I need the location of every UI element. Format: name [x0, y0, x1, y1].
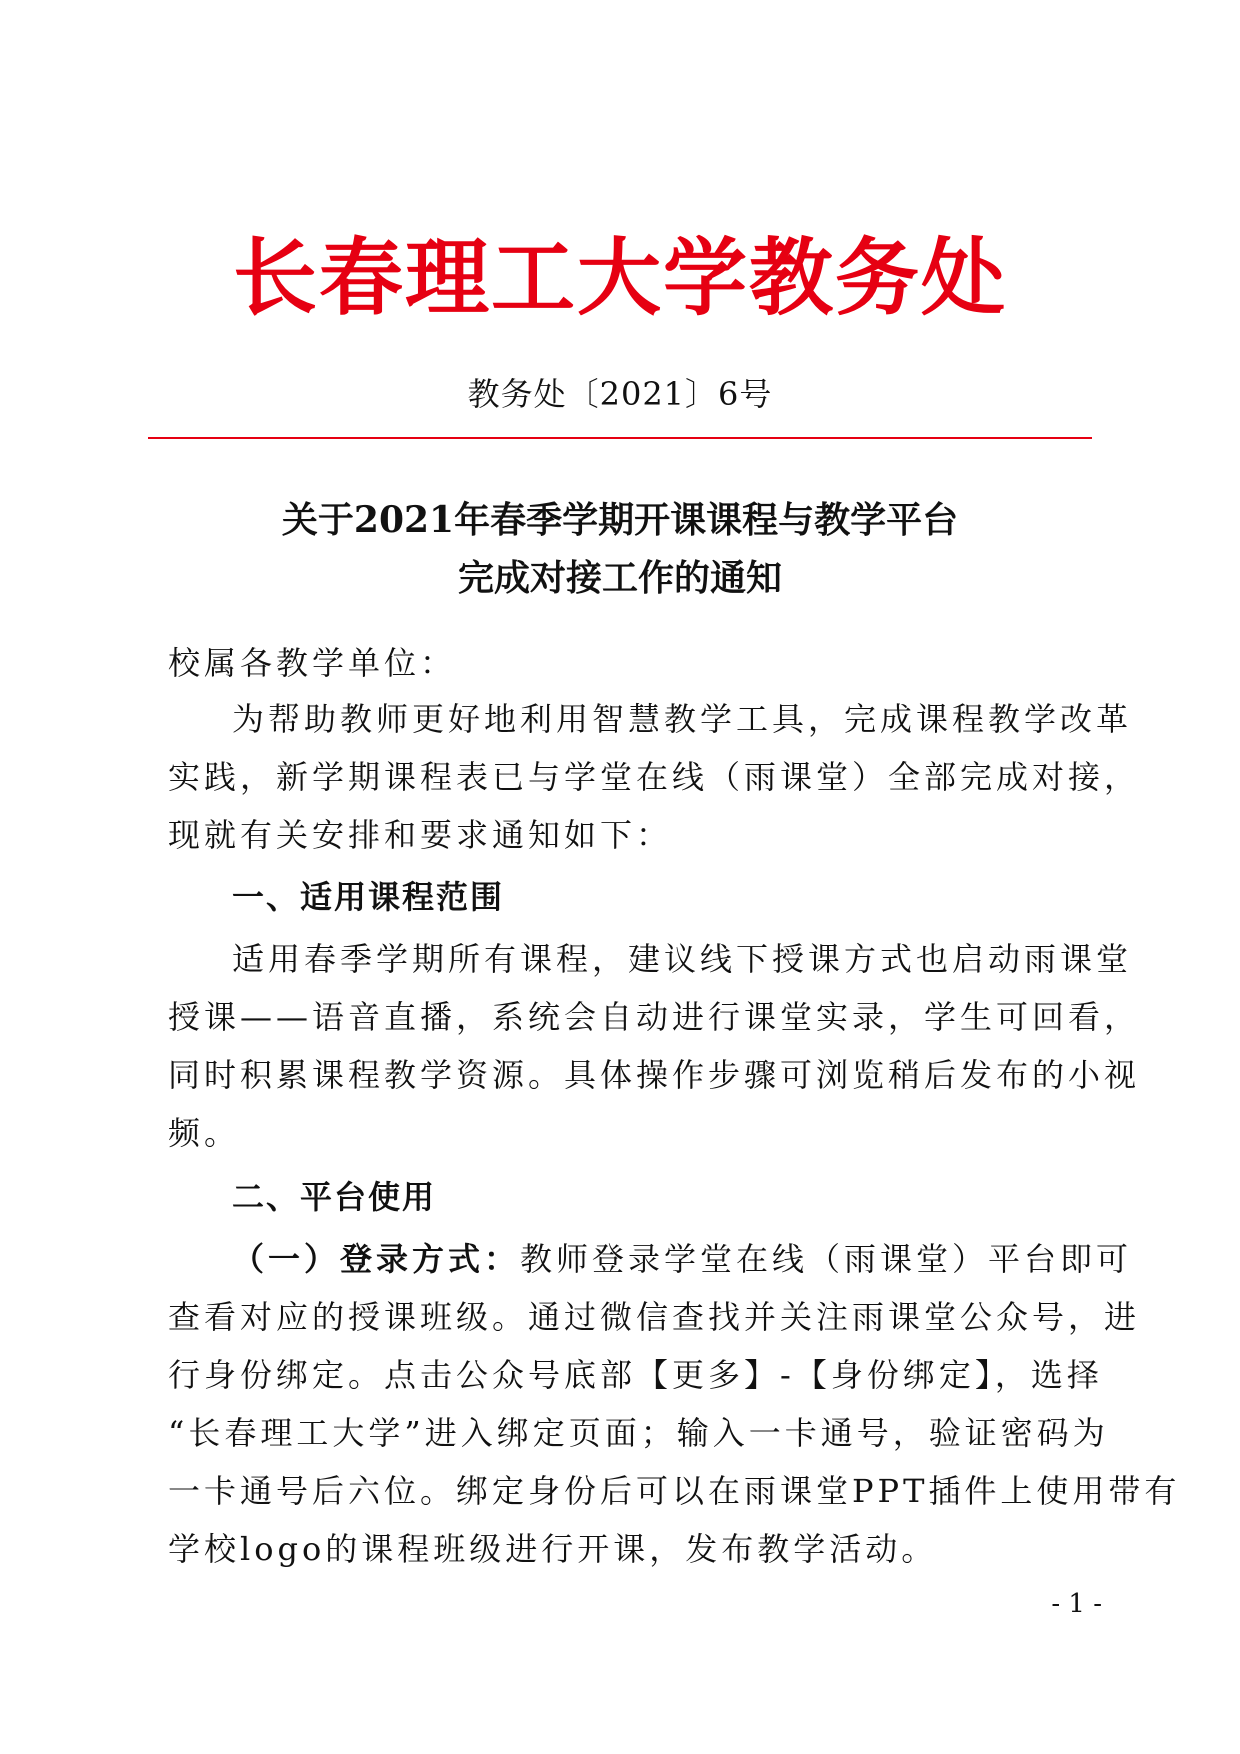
subsection-1-line-1 [168, 1230, 1133, 1288]
subsection-1-line-6: 学校logo的课程班级进行开课，发布教学活动。 [168, 1530, 938, 1568]
subsection-1-line-2: 查看对应的授课班级。通过微信查找并关注雨课堂公众号，进 [168, 1298, 1141, 1336]
section-1-heading: 一、适用课程范围 [232, 878, 505, 916]
title-line-2: 完成对接工作的通知 [457, 557, 782, 599]
intro-line-3: 现就有关安排和要求通知如下： [168, 816, 673, 854]
intro-paragraph [168, 690, 1141, 864]
section-1-line-1: 适用春季学期所有课程，建议线下授课方式也启动雨课堂 [232, 940, 1133, 978]
intro-line-1: 为帮助教师更好地利用智慧教学工具，完成课程教学改革 [232, 700, 1133, 738]
salutation-text: 校属各教学单位： [168, 644, 457, 682]
page-number: - 1 - [1051, 1589, 1102, 1619]
org-masthead: 长春理工大学教务处 [232, 228, 1007, 327]
salutation [168, 634, 1088, 692]
document-number: 教务处〔2021〕6号 [467, 375, 773, 413]
subsection-1-line-3: 行身份绑定。点击公众号底部【更多】-【身份绑定】，选择 [168, 1356, 1103, 1394]
section-1-line-3: 同时积累课程教学资源。具体操作步骤可浏览稍后发布的小视 [168, 1056, 1141, 1094]
subsection-1-paragraph [168, 1230, 1181, 1578]
subsection-1-line-4: “长春理工大学”进入绑定页面；输入一卡通号，验证密码为 [168, 1414, 1109, 1452]
subsection-1-line-5: 一卡通号后六位。绑定身份后可以在雨课堂PPT插件上使用带有 [168, 1472, 1181, 1510]
section-1-line-4: 频。 [168, 1114, 241, 1152]
subsection-1-first-text: 教师登录学堂在线（雨课堂）平台即可 [520, 1240, 1133, 1278]
intro-line-2: 实践，新学期课程表已与学堂在线（雨课堂）全部完成对接， [168, 758, 1141, 796]
document-title [0, 490, 1240, 606]
title-line-1: 关于2021年春季学期开课课程与教学平台 [281, 499, 959, 541]
red-divider-line [148, 437, 1092, 439]
subsection-1-lead: （一）登录方式： [232, 1240, 521, 1278]
section-1-paragraph [168, 930, 1141, 1162]
section-2-heading: 二、平台使用 [232, 1178, 437, 1216]
section-1-line-2: 授课——语音直播，系统会自动进行课堂实录，学生可回看， [168, 998, 1141, 1036]
